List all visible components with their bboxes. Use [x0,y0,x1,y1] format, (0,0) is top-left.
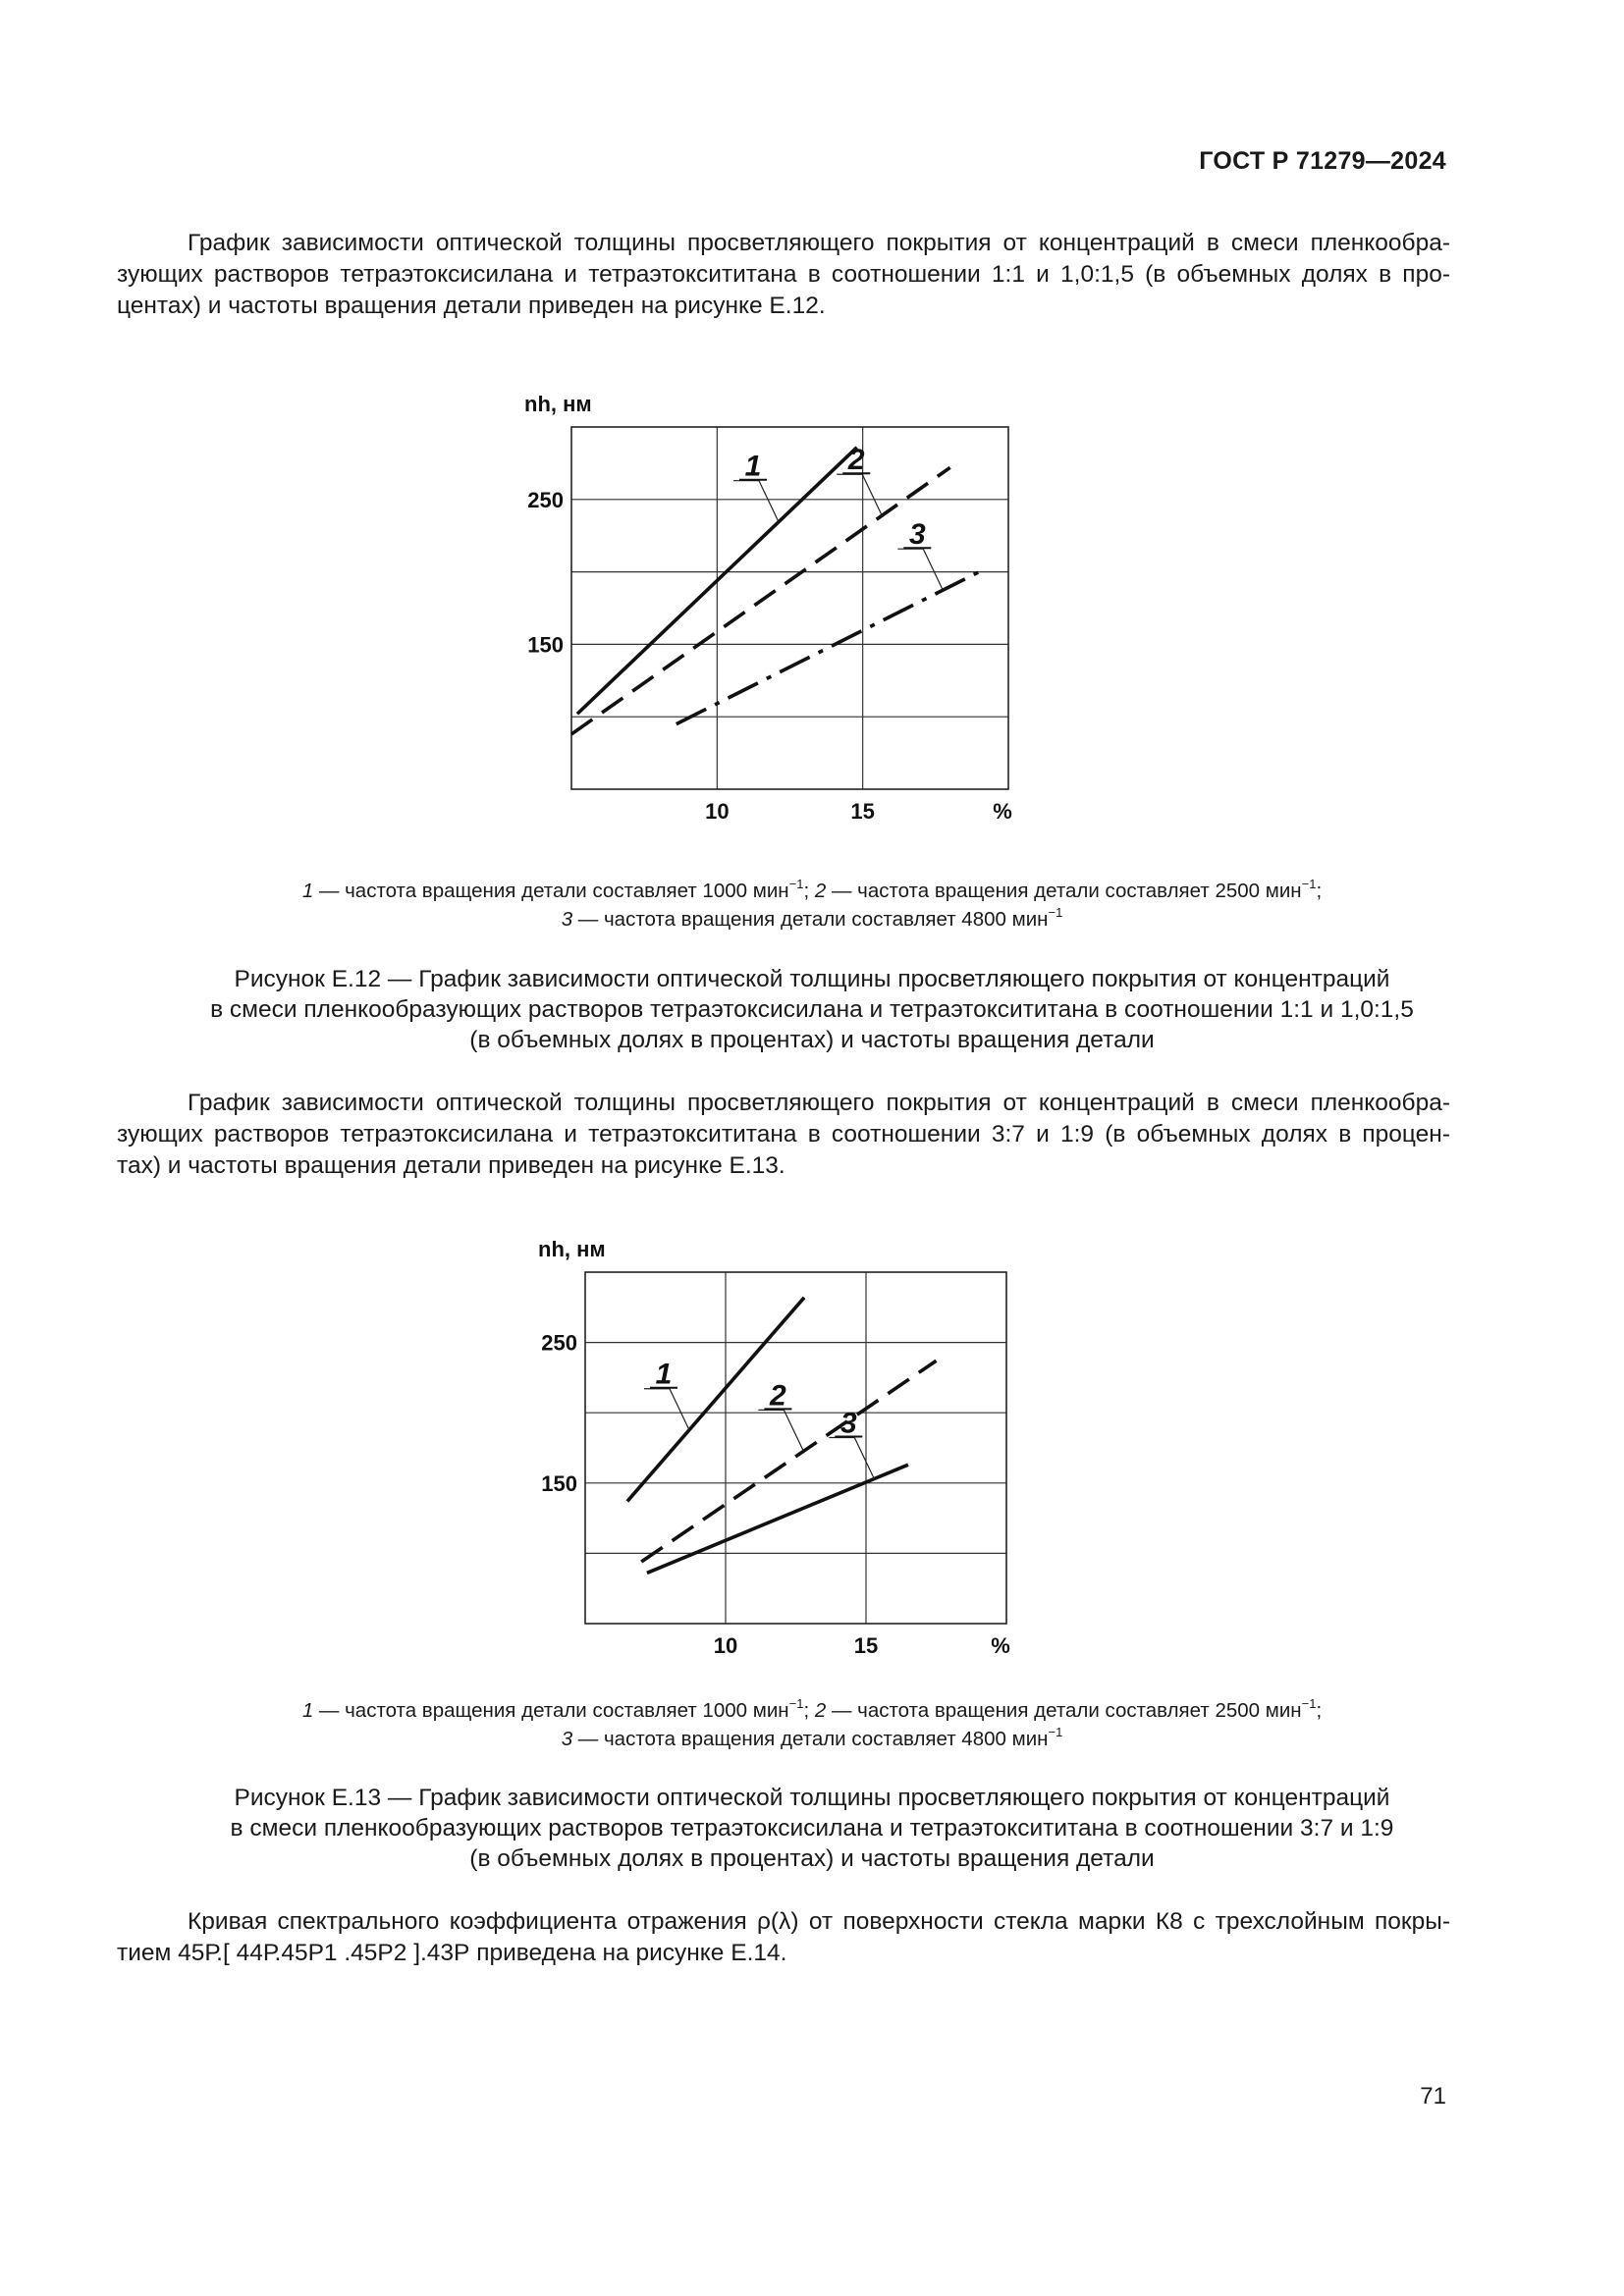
legend-exponent: −1 [1048,905,1063,920]
legend-text-1: — частота вращения детали составляет 1000 мин [313,880,789,902]
figure-e13-caption [0,1783,1624,1874]
legend-key-2: 2 [814,880,827,902]
paragraph-intro-fig13 [117,1088,1450,1182]
paragraph-line: зующих растворов тетраэтоксисилана и тетраэтоксититана в соотношении 1:1 и 1,0:1,5 (в объемных долях в про- [117,261,1450,288]
legend-exponent: −1 [788,1696,804,1711]
y-tick-label: 250 [527,487,564,512]
series-line-3 [677,572,980,724]
legend-text-3: — частота вращения детали составляет 4800 мин [572,908,1049,931]
caption-line: (в объемных долях в процентах) и частоты вращения детали [469,1027,1155,1053]
series-leader-2 [837,474,882,515]
figure-e13-chart [0,1227,1624,1679]
legend-key-3: 3 [561,908,573,931]
series-label-2: 2 [847,444,865,477]
legend-key-2: 2 [814,1699,827,1722]
caption-line: (в объемных долях в процентах) и частоты вращения детали [469,1845,1155,1872]
legend-key-3: 3 [561,1728,573,1750]
legend-separator: ; [1316,880,1323,902]
series-leader-3 [829,1438,874,1479]
x-tick-label: 10 [705,799,730,824]
y-tick-label: 150 [541,1470,577,1496]
caption-line: в смеси пленкообразующих растворов тетраэтоксисилана и тетраэтоксититана в соотношении 1:1 и 1,0:1,5 [210,996,1414,1023]
series-label-3: 3 [839,1407,857,1440]
x-tick-label: 10 [713,1633,738,1658]
x-tick-label: 15 [853,1633,879,1658]
series-leader-2 [758,1410,803,1451]
paragraph-line: График зависимости оптической толщины просветляющего покрытия от концентраций в смеси пленкообра- [188,230,1450,256]
legend-separator: ; [1316,1699,1323,1722]
legend-text-1: — частота вращения детали составляет 1000 мин [313,1699,789,1722]
legend-text-2: — частота вращения детали составляет 2500 мин [826,1699,1302,1722]
paragraph-line: График зависимости оптической толщины просветляющего покрытия от концентраций в смеси пленкообра- [188,1090,1450,1116]
paragraph-line: тием 45Р.[ 44Р.45Р1 .45Р2 ].43Р приведена на рисунке Е.14. [117,1940,787,1966]
y-tick-label: 250 [541,1330,577,1356]
series-line-3 [647,1465,908,1573]
legend-line [0,1725,1624,1753]
series-label-1: 1 [655,1358,673,1391]
caption-line: Рисунок Е.13 — График зависимости оптической толщины просветляющего покрытия от концентраций [234,1785,1390,1811]
legend-exponent: −1 [788,877,804,891]
paragraph-line: зующих растворов тетраэтоксисилана и тетраэтоксититана в соотношении 3:7 и 1:9 (в объемных долях в процен- [117,1121,1450,1148]
document-header: ГОСТ Р 71279—2024 [1199,147,1446,175]
legend-text-2: — частота вращения детали составляет 2500 мин [826,880,1302,902]
figure-e13-legend [0,1696,1624,1753]
series-line-2 [641,1358,936,1562]
figure-e12-chart [0,383,1624,834]
caption-line: в смеси пленкообразующих растворов тетраэтоксисилана и тетраэтоксититана в соотношении 3:7 и 1:9 [230,1815,1394,1842]
legend-line [0,905,1624,934]
legend-text-3: — частота вращения детали составляет 4800 мин [572,1728,1049,1750]
legend-key-1: 1 [301,1699,314,1722]
figure-e12-legend [0,877,1624,934]
legend-separator: ; [803,1699,810,1722]
paragraph-intro-fig12 [117,228,1450,322]
y-axis-label: nh, нм [524,392,592,416]
x-unit-label: % [991,1633,1010,1658]
series-leader-1 [733,481,779,522]
legend-exponent: −1 [1301,877,1317,891]
legend-separator: ; [803,880,810,902]
y-axis-label: nh, нм [538,1237,606,1261]
paragraph-intro-fig14 [117,1906,1450,1969]
series-label-1: 1 [744,450,762,483]
y-tick-label: 150 [527,632,564,658]
paragraph-line: Кривая спектрального коэффициента отражения ρ(λ) от поверхности стекла марки К8 с трехслойным покры- [188,1908,1450,1935]
legend-line [0,1696,1624,1725]
paragraph-line: тах) и частоты вращения детали приведен на рисунке Е.13. [117,1152,785,1179]
legend-line [0,877,1624,905]
legend-key-1: 1 [301,880,314,902]
caption-line: Рисунок Е.12 — График зависимости оптической толщины просветляющего покрытия от концентраций [234,966,1390,992]
page-number: 71 [1420,2083,1446,2109]
x-tick-label: 15 [850,799,875,824]
series-label-3: 3 [908,518,926,552]
paragraph-line: центах) и частоты вращения детали приведен на рисунке Е.12. [117,293,826,319]
plot-frame [571,427,1008,789]
figure-e12-caption [0,964,1624,1055]
series-label-2: 2 [770,1379,786,1413]
x-unit-label: % [993,799,1012,824]
legend-exponent: −1 [1301,1696,1317,1711]
series-line-2 [571,467,950,734]
legend-exponent: −1 [1048,1725,1063,1739]
series-leader-3 [897,549,943,590]
series-leader-1 [644,1389,689,1430]
